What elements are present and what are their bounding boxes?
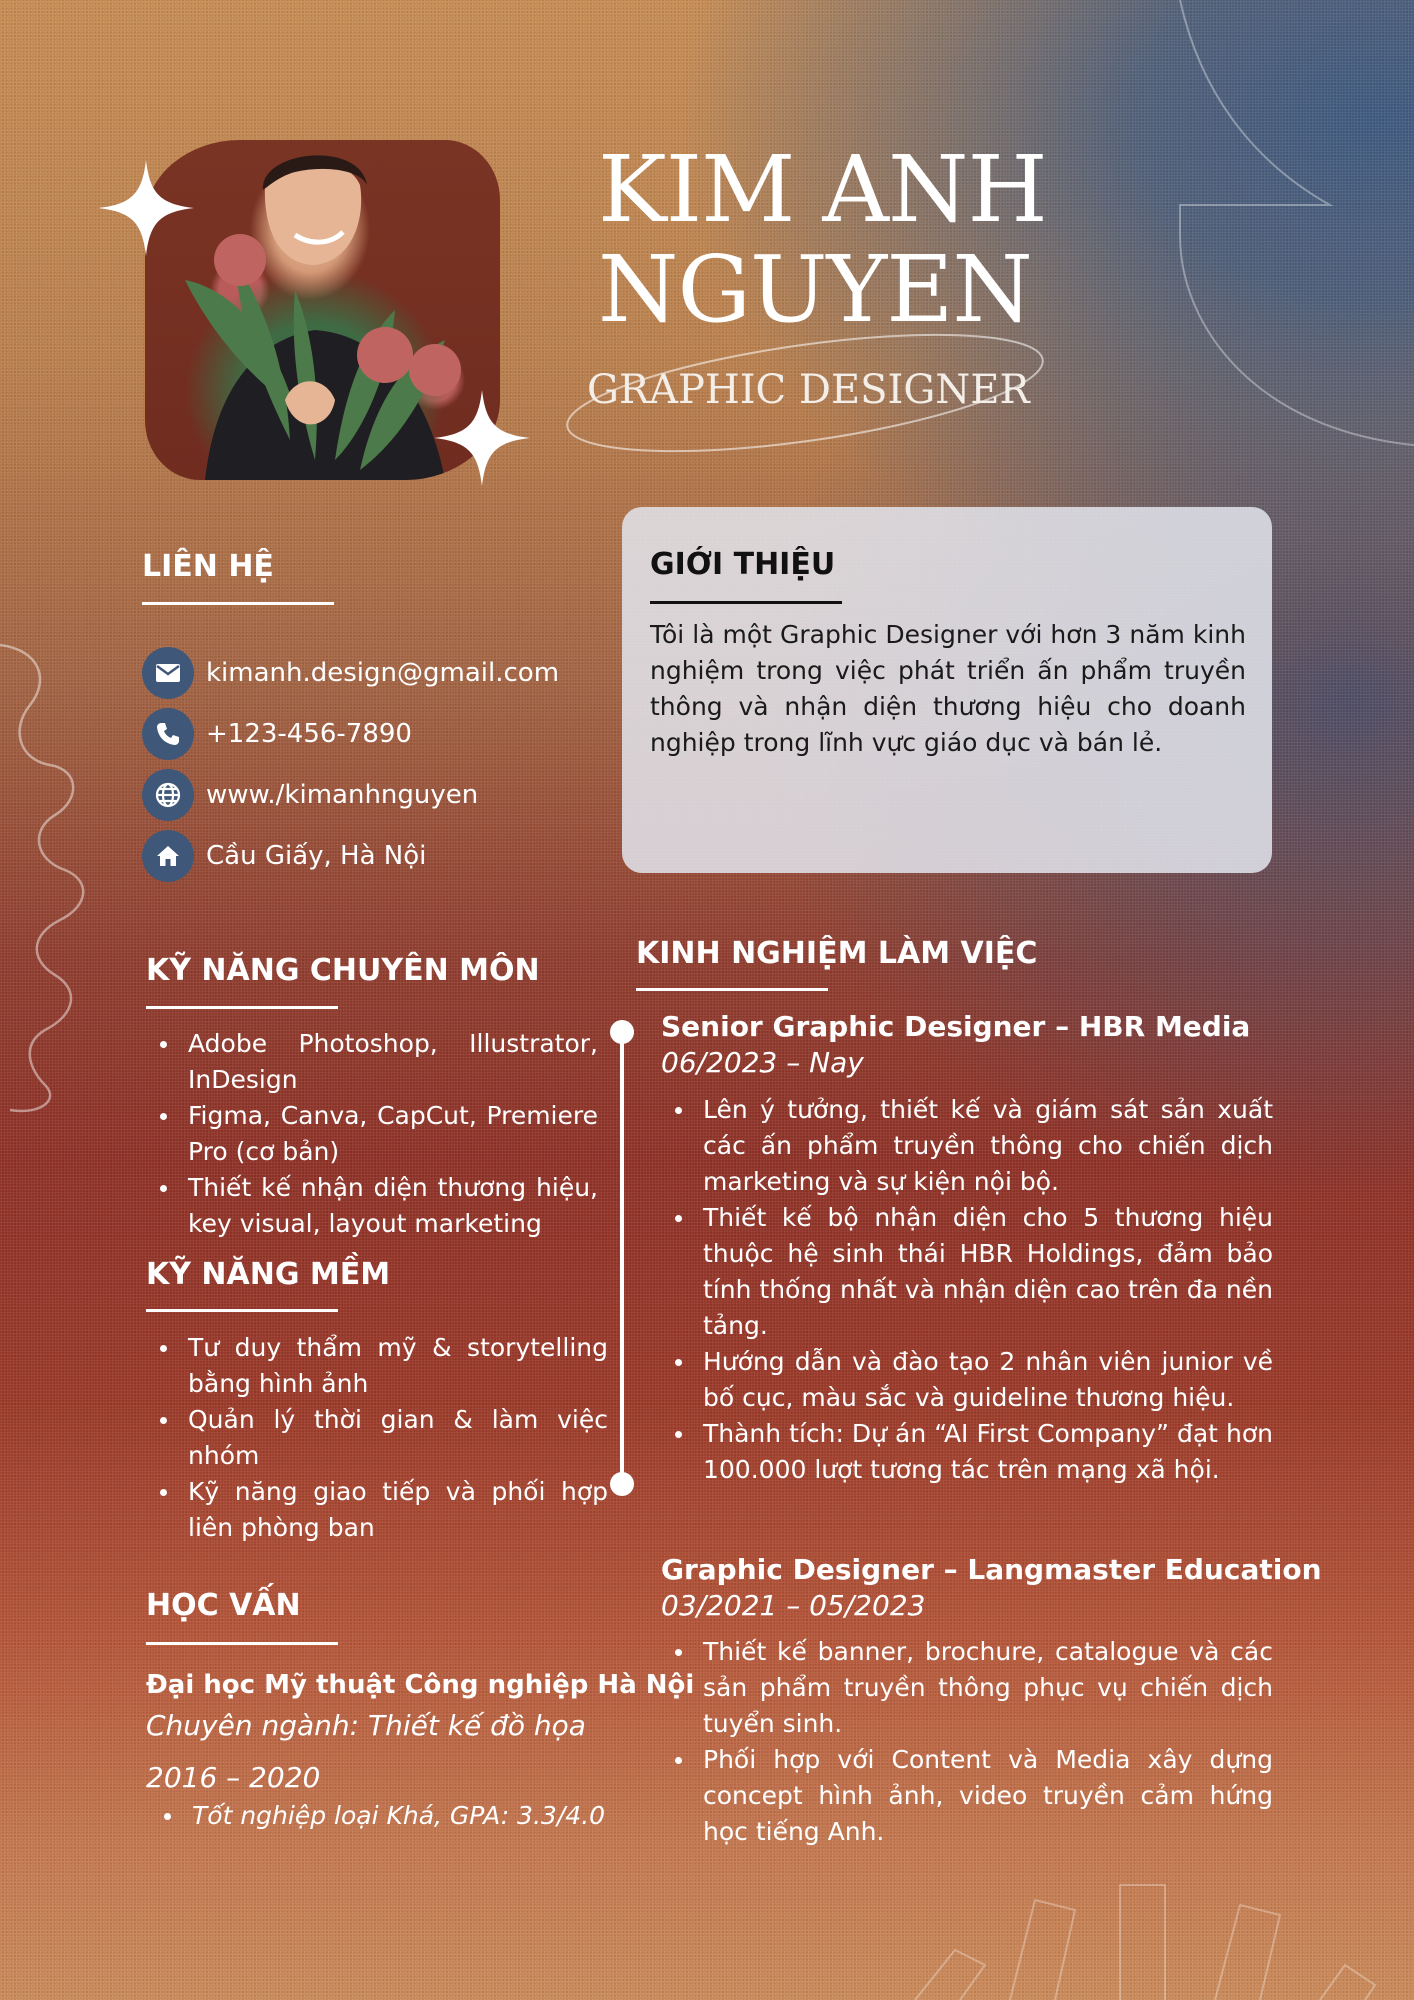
intro-rule (650, 601, 842, 604)
education-rule (146, 1642, 338, 1645)
contact-phone-text: +123-456-7890 (206, 719, 412, 749)
name-line-2: NGUYEN (598, 236, 1032, 343)
education-major: Chuyên ngành: Thiết kế đồ họa (146, 1709, 586, 1742)
list-item: Quản lý thời gian & làm việc nhóm (146, 1402, 608, 1474)
list-item: Phối hợp với Content và Media xây dựng concept hình ảnh, video truyền cảm hứng học tiếng Anh. (661, 1742, 1273, 1850)
list-item: Kỹ năng giao tiếp và phối hợp liên phòng ban (146, 1474, 608, 1546)
phone-icon (142, 708, 194, 760)
home-icon (142, 830, 194, 882)
contact-title: LIÊN HỆ (142, 549, 274, 584)
list-item: Lên ý tưởng, thiết kế và giám sát sản xuất các ấn phẩm truyền thông cho chiến dịch marketing và sự kiện nội bộ. (661, 1092, 1273, 1200)
list-item: Thiết kế bộ nhận diện cho 5 thương hiệu thuộc hệ sinh thái HBR Holdings, đảm bảo tính thống nhất và nhận diện cao trên đa nền tảng. (661, 1200, 1273, 1344)
name-line-1: KIM ANH (598, 136, 1047, 243)
list-item: Adobe Photoshop, Illustrator, InDesign (146, 1026, 598, 1098)
intro-text: Tôi là một Graphic Designer với hơn 3 năm kinh nghiệm trong việc phát triển ấn phẩm truyền thông và nhận diện thương hiệu cho doanh nghiệp trong lĩnh vực giáo dục và bán lẻ. (650, 620, 1246, 757)
envelope-icon (142, 647, 194, 699)
list-item: Thiết kế banner, brochure, catalogue và các sản phẩm truyền thông phục vụ chiến dịch tuyển sinh. (661, 1634, 1273, 1742)
sparkle-icon (98, 160, 194, 256)
job-1-title: Senior Graphic Designer – HBR Media (661, 1010, 1251, 1043)
intro-box (622, 507, 1272, 873)
education-list (150, 1798, 632, 1834)
education-school: Đại học Mỹ thuật Công nghiệp Hà Nội (146, 1670, 695, 1700)
experience-title: KINH NGHIỆM LÀM VIỆC (636, 936, 1038, 971)
list-item: Figma, Canva, CapCut, Premiere Pro (cơ bản) (146, 1098, 598, 1170)
globe-icon (142, 769, 194, 821)
contact-address[interactable] (142, 831, 426, 881)
job-1-date: 06/2023 – Nay (661, 1046, 864, 1079)
profile-photo-frame (100, 140, 530, 500)
contact-website-text: www./kimanhnguyen (206, 780, 479, 810)
candidate-name (598, 136, 1118, 343)
list-item: Hướng dẫn và đào tạo 2 nhân viên junior về bố cục, màu sắc và guideline thương hiệu. (661, 1344, 1273, 1416)
education-title: HỌC VẤN (146, 1588, 301, 1623)
education-years: 2016 – 2020 (146, 1761, 321, 1794)
list-item: Tư duy thẩm mỹ & storytelling bằng hình ảnh (146, 1330, 608, 1402)
sparkle-icon (434, 390, 530, 486)
list-item: Tốt nghiệp loại Khá, GPA: 3.3/4.0 (150, 1798, 632, 1834)
soft-skills-rule (146, 1309, 338, 1312)
job-2-title: Graphic Designer – Langmaster Education (661, 1553, 1322, 1586)
timeline-line (620, 1032, 624, 1484)
contact-rule (142, 602, 334, 605)
hard-skills-title: KỸ NĂNG CHUYÊN MÔN (146, 953, 540, 988)
job-1-list (661, 1092, 1273, 1488)
timeline-dot (610, 1020, 634, 1044)
hard-skills-rule (146, 1006, 338, 1009)
job-2-list (661, 1634, 1273, 1850)
timeline-dot (610, 1472, 634, 1496)
contact-website[interactable] (142, 770, 478, 820)
soft-skills-title: KỸ NĂNG MỀM (146, 1257, 391, 1292)
hard-skills-list (146, 1026, 598, 1242)
job-role: GRAPHIC DESIGNER (587, 367, 1030, 413)
contact-email[interactable] (142, 648, 559, 698)
job-2-date: 03/2021 – 05/2023 (661, 1589, 926, 1622)
intro-title: GIỚI THIỆU (650, 547, 836, 582)
experience-rule (636, 988, 828, 991)
list-item: Thiết kế nhận diện thương hiệu, key visual, layout marketing (146, 1170, 598, 1242)
contact-email-text: kimanh.design@gmail.com (206, 658, 560, 688)
contact-address-text: Cầu Giấy, Hà Nội (206, 841, 427, 871)
contact-phone[interactable] (142, 709, 412, 759)
soft-skills-list (146, 1330, 608, 1546)
list-item: Thành tích: Dự án “AI First Company” đạt hơn 100.000 lượt tương tác trên mạng xã hội. (661, 1416, 1273, 1488)
